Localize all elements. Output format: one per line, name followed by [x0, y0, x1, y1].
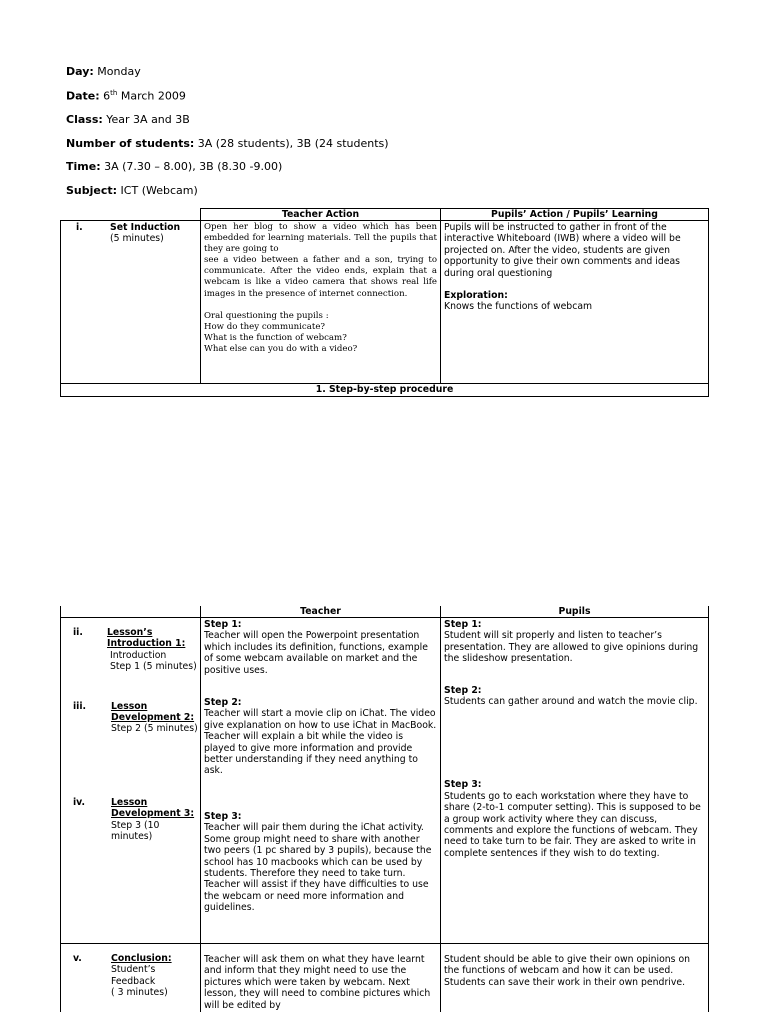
date-sup: th: [110, 89, 118, 97]
students-label: Number of students:: [66, 137, 195, 150]
date-rest: March 2009: [120, 89, 186, 103]
stage-iii-title-b: Development 2:: [111, 712, 195, 724]
pupil-step-1: [444, 619, 705, 665]
class-value: Year 3A and 3B: [106, 113, 190, 126]
teacher-step-1-title: Step 1:: [204, 619, 242, 630]
procedure-heading: 1. Step-by-step procedure: [61, 384, 709, 397]
stage-iv-sub1: Step 3 (10: [111, 819, 160, 831]
pupil-step-3-title: Step 3:: [444, 779, 482, 791]
stage-ii-sub1: Introduction: [110, 649, 167, 661]
stage-v-sub3: ( 3 minutes): [111, 987, 168, 999]
stage-ii: [61, 627, 200, 673]
stage-duration: (5 minutes): [110, 233, 164, 245]
pupils-action-cell: [441, 221, 709, 384]
class-line: [66, 113, 190, 126]
stage-iii-title-a: Lesson: [111, 700, 148, 712]
teacher-question-3: What else can you do with a video?: [204, 343, 358, 354]
roman-numeral: i.: [76, 222, 83, 233]
time-line: [66, 160, 282, 173]
teacher-step-3-text: Teacher will pair them during the iChat activity. Some group might need to share with another two peers (1 pc shared by 3 pupils), because the school has 10 macbooks which can be used by students. Therefore they need to take turn. Teacher will assist if they have difficulties to use the webcam or need more information and guidelines.: [204, 822, 432, 914]
stage-ii-title-b: Introduction 1:: [107, 638, 186, 650]
subject-line: [66, 184, 198, 197]
table2-header-row: [61, 606, 709, 618]
class-label: Class:: [66, 113, 103, 126]
roman-v: v.: [73, 953, 82, 964]
pupil-step-1-text: Student will sit properly and listen to teacher’s presentation. They are allowed to give opinions during the slideshow presentation.: [444, 630, 699, 665]
stage-iii-sub1: Step 2 (5 minutes): [111, 723, 198, 735]
teacher-text-2: see a video between a father and a son, trying to communicate. After the video ends, explain that a webcam is like a video camera that shows real life images in the presence of internet connection.: [204, 255, 437, 299]
conclusion-teacher-text: Teacher will ask them on what they have learnt and inform that they might need to use the pictures which were taken by webcam. Next lesson, they will need to combine pictures which will be edited by: [204, 954, 431, 1011]
stages-cell: [61, 618, 201, 944]
exploration-label: Exploration:: [444, 290, 508, 302]
conclusion-pupils-cell: [441, 944, 709, 1013]
teacher-step-3-title: Step 3:: [204, 810, 242, 822]
stage-iii: [61, 701, 200, 735]
date-line: [66, 89, 186, 103]
teacher-text-1: Open her blog to show a video which has been embedded for learning materials. Tell the pupils that they are going to: [204, 222, 437, 255]
teacher-step-3: [204, 811, 437, 914]
conclusion-stage-cell: [61, 944, 201, 1013]
subject-label: Subject:: [66, 184, 118, 197]
stage-v-title: Conclusion:: [111, 953, 172, 964]
stage-title: Set Induction: [110, 222, 181, 233]
day-label: Day:: [66, 65, 94, 78]
roman-iv: iv.: [73, 796, 86, 808]
teacher-question-intro: Oral questioning the pupils :: [204, 310, 329, 321]
day-line: [66, 65, 141, 78]
conclusion-teacher-cell: [201, 944, 441, 1013]
teacher-step-2-text: Teacher will start a movie clip on iChat. The video give explanation on how to use iChat in MacBook. Teacher will explain a bit while the video is played to give more information and provide better understanding if they need anything to ask.: [204, 708, 437, 777]
conclusion-pupils-text: Student should be able to give their own opinions on the functions of webcam and how it can be used. Students can save their work in their own pendrive.: [444, 954, 691, 988]
stage-iv-title-a: Lesson: [111, 796, 148, 808]
students-value: 3A (28 students), 3B (24 students): [197, 137, 389, 150]
procedure-row: [61, 384, 709, 397]
stage-v-sub1: Student’s: [111, 964, 156, 976]
table1-header-row: [61, 209, 709, 221]
table2-row-development: [61, 618, 709, 944]
stage-ii-sub2: Step 1 (5 minutes): [110, 661, 197, 673]
pupil-step-1-title: Step 1:: [444, 619, 482, 630]
pupil-steps-cell: [441, 618, 709, 944]
table2-col-pupils: Pupils: [441, 606, 709, 618]
procedure-table: [60, 606, 709, 1012]
teacher-step-2: [204, 697, 437, 777]
stage-cell: [61, 221, 201, 384]
stage-v-sub2: Feedback: [111, 975, 156, 987]
time-label: Time:: [66, 160, 101, 173]
exploration-text: Knows the functions of webcam: [444, 301, 593, 313]
date-label: Date:: [66, 89, 100, 103]
table2-col-teacher: Teacher: [201, 606, 441, 618]
teacher-question-2: What is the function of webcam?: [204, 332, 347, 343]
roman-iii: iii.: [73, 700, 87, 712]
table1-col-teacher: Teacher Action: [201, 209, 441, 221]
table2-row-conclusion: [61, 944, 709, 1013]
table1-col-pupils: Pupils’ Action / Pupils’ Learning: [441, 209, 709, 221]
students-line: [66, 137, 389, 150]
subject-value: ICT (Webcam): [120, 184, 198, 197]
teacher-action-cell: [201, 221, 441, 384]
stage-iv-title-b: Development 3:: [111, 808, 195, 820]
pupil-step-2: [444, 685, 705, 708]
pupil-step-2-text: Students can gather around and watch the movie clip.: [444, 696, 698, 708]
pupil-step-2-title: Step 2:: [444, 684, 482, 696]
stage-iv-sub2: minutes): [111, 831, 153, 843]
stage-ii-title-a: Lesson’s: [107, 627, 153, 638]
teacher-step-1: [204, 619, 437, 676]
teacher-steps-cell: [201, 618, 441, 944]
teacher-question-1: How do they communicate?: [204, 321, 326, 332]
set-induction-table: [60, 208, 709, 397]
teacher-step-2-title: Step 2:: [204, 697, 242, 709]
roman-ii: ii.: [73, 627, 83, 638]
time-value: 3A (7.30 – 8.00), 3B (8.30 -9.00): [104, 160, 283, 173]
teacher-step-1-text: Teacher will open the Powerpoint presentation which includes its definition, functions, example of some webcam available on market and the positive uses.: [204, 630, 428, 676]
date-num: 6: [103, 89, 111, 103]
pupil-step-3: [444, 779, 705, 859]
stage-iv: [61, 797, 200, 843]
pupils-text-1: Pupils will be instructed to gather in front of the interactive Whiteboard (IWB) where a video will be projected on. After the video, students are given opportunity to give their own comments and ideas during oral questioning: [444, 222, 681, 279]
table1-row-set-induction: [61, 221, 709, 384]
pupil-step-3-text: Students go to each workstation where they have to share (2-to-1 computer setting). This is supposed to be a group work activity where they can discuss, comments and explore the functions of webcam. They need to take turn to be fair. They are asked to write in complete sentences if they wish to do texting.: [444, 790, 701, 859]
day-value: Monday: [97, 65, 141, 78]
